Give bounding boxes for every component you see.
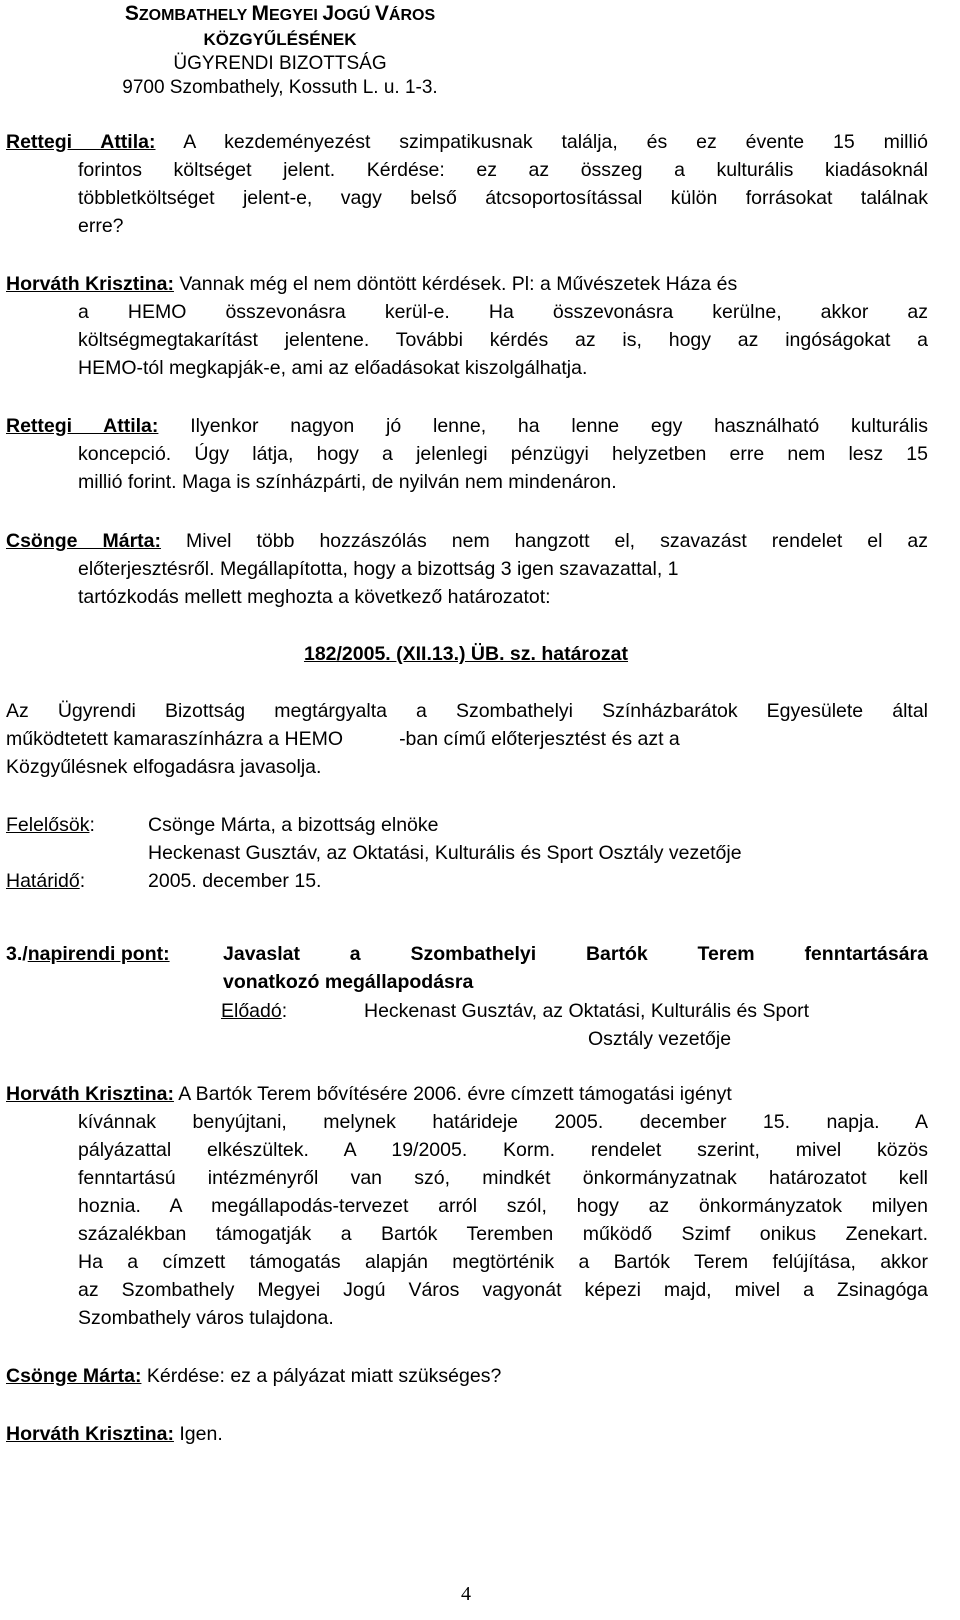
speaker-name: Csönge Márta: [6,1365,142,1387]
speaker-name: Rettegi Attila: [6,415,159,437]
resolution-body: Az Ügyrendi Bizottság megtárgyalta a Szombathelyi Színházbarátok Egyesülete által működtetett kamaraszínházra a HEMO -ban című előterjesztést és azt a Közgyűlésnek elfogadásra javasolja. [6,700,928,778]
letterhead-city: SZOMBATHELY MEGYEI JOGÚ VÁROS [124,2,436,25]
paragraph-rettegi-1: Rettegi Attila: A kezdeményezést szimpatikusnak találja, és ez évente 15 millió forintos költséget jelent. Kérdése: ez az összeg a kulturális kiadásoknál többletköltséget jelent-e, vagy belső átcsoportosítással külön forrásokat találnak erre? [6,131,928,237]
presenter-1: Heckenast Gusztáv, az Oktatási, Kulturális és Sport [364,1000,810,1022]
speaker-name: Horváth Krisztina: [6,1083,174,1105]
paragraph-csonge-2: Csönge Márta: Kérdése: ez a pályázat miatt szükséges? [6,1365,502,1387]
letterhead-committee: ÜGYRENDI BIZOTTSÁG [173,53,387,74]
paragraph-csonge-1: Csönge Márta: Mivel több hozzászólás nem hangzott el, szavazást rendelet el az előterjesztésről. Megállapította, hogy a bizottság 3 igen szavazattal, 1 tartózkodás mellett meghozta a következő határozatot: [6,530,928,608]
letterhead [0,2,560,100]
paragraph-horvath-1: Horváth Krisztina: Vannak még el nem döntött kérdések. Pl: a Művészetek Háza és a HEMO összevonásra kerül-e. Ha összevonásra kerülne, akkor az költségmegtakarítást jelentene. További kérdés az is, hogy az ingóságokat a HEMO-tól megkapják-e, ami az előadásokat kiszolgálhatja. [6,273,928,379]
responsible-1: Csönge Márta, a bizottság elnöke [148,814,439,836]
agenda-title-2: vonatkozó megállapodásra [223,971,474,993]
responsible-label: Felelősök: [6,814,95,836]
agenda-label: 3./napirendi pont: [6,943,170,965]
page-number: 4 [461,1583,471,1605]
deadline-label: Határidő: [6,870,86,892]
paragraph-horvath-2: Horváth Krisztina: A Bartók Terem bővítésére 2006. évre címzett támogatási igényt kívánnak benyújtani, melynek határideje 2005. december 15. napja. A pályázattal elkészültek. A 19/2005. Korm. rendelet szerint, mivel közös fenntartású intézményről van szó, mindkét önkormányzatnak határozatot kell hoznia. A megállapodás-tervezet arról szól, hogy az önkormányzatok milyen százalékban támogatják a Bartók Teremben működő Szimf onikus Zenekart. Ha a címzett támogatás alapján megtörténik a Bartók Terem felújítása, akkor az Szombathely Megyei Jogú Város vagyonát képezi majd, mivel a Zsinagóga Szombathely város tulajdona. [6,1083,928,1329]
presenter-label: Előadó: [221,1000,288,1022]
speaker-name: Csönge Márta: [6,530,162,552]
paragraph-horvath-3: Horváth Krisztina: Igen. [6,1423,223,1445]
speaker-name: Horváth Krisztina: [6,1423,174,1445]
speaker-name: Horváth Krisztina: [6,273,174,295]
presenter-2: Osztály vezetője [588,1028,732,1050]
agenda-title-1: Javaslat a Szombathelyi Bartók Terem fenntartására [223,943,928,965]
deadline-value: 2005. december 15. [148,870,322,892]
letterhead-assembly: KÖZGYŰLÉSÉNEK [203,30,357,49]
resolution-title: 182/2005. (XII.13.) ÜB. sz. határozat [303,643,629,665]
speaker-name: Rettegi Attila: [6,131,156,153]
letterhead-address: 9700 Szombathely, Kossuth L. u. 1-3. [122,77,438,98]
responsible-2: Heckenast Gusztáv, az Oktatási, Kulturális és Sport Osztály vezetője [148,842,742,864]
paragraph-rettegi-2: Rettegi Attila: Ilyenkor nagyon jó lenne, ha lenne egy használható kulturális koncepció. Úgy látja, hogy a jelenlegi pénzügyi helyzetben erre nem lesz 15 millió forint. Maga is színházpárti, de nyilván nem mindenáron. [6,415,929,493]
